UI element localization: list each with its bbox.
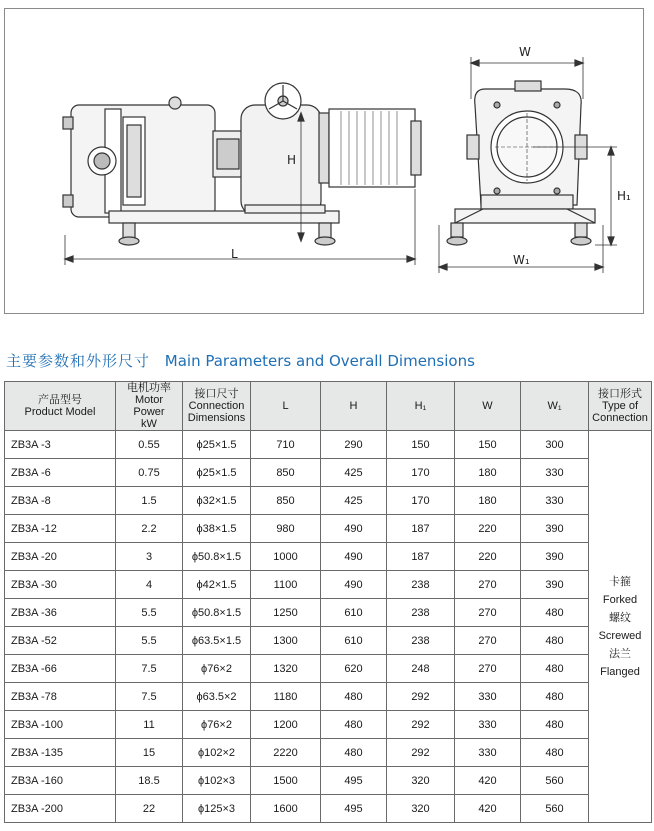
cell-conn: ϕ50.8×1.5: [183, 599, 251, 627]
cell-w: 270: [455, 627, 521, 655]
cell-l: 1500: [251, 767, 321, 795]
section-title-en: Main Parameters and Overall Dimensions: [164, 352, 475, 370]
table-row: [5, 795, 652, 823]
cell-w1: 390: [521, 571, 589, 599]
cell-conn: ϕ63.5×1.5: [183, 627, 251, 655]
cell-w: 220: [455, 543, 521, 571]
connection-type-label: 法兰: [609, 647, 631, 660]
table-row: [5, 431, 652, 459]
cell-w: 150: [455, 431, 521, 459]
side-view: [63, 83, 421, 265]
table-row: [5, 655, 652, 683]
technical-drawing: [4, 8, 644, 314]
connection-type-label: Flanged: [600, 665, 640, 678]
cell-power: 22: [116, 795, 183, 823]
table-row: [5, 739, 652, 767]
cell-w: 270: [455, 655, 521, 683]
cell-w1: 330: [521, 487, 589, 515]
header-power: 电机功率 Motor Power kW: [116, 382, 183, 431]
cell-power: 4: [116, 571, 183, 599]
cell-w1: 480: [521, 627, 589, 655]
cell-power: 0.55: [116, 431, 183, 459]
cell-model: ZB3A -3: [5, 431, 116, 459]
cell-power: 15: [116, 739, 183, 767]
table-row: [5, 767, 652, 795]
cell-conn: ϕ50.8×1.5: [183, 543, 251, 571]
cell-power: 1.5: [116, 487, 183, 515]
cell-h1: 320: [387, 767, 455, 795]
cell-w: 180: [455, 487, 521, 515]
cell-conn: ϕ76×2: [183, 711, 251, 739]
cell-conn: ϕ102×2: [183, 739, 251, 767]
section-title: [6, 350, 475, 372]
cell-h: 490: [321, 515, 387, 543]
cell-w1: 330: [521, 459, 589, 487]
cell-l: 1200: [251, 711, 321, 739]
header-l: L: [251, 382, 321, 431]
cell-w: 220: [455, 515, 521, 543]
header-connection: 接口尺寸 Connection Dimensions: [183, 382, 251, 431]
table-row: [5, 487, 652, 515]
cell-l: 2220: [251, 739, 321, 767]
cell-w1: 390: [521, 543, 589, 571]
cell-h: 425: [321, 459, 387, 487]
connection-type-label: Screwed: [598, 629, 642, 642]
cell-conn: ϕ63.5×2: [183, 683, 251, 711]
table-row: [5, 571, 652, 599]
cell-model: ZB3A -30: [5, 571, 116, 599]
cell-w1: 390: [521, 515, 589, 543]
cell-h1: 238: [387, 627, 455, 655]
cell-h1: 292: [387, 711, 455, 739]
cell-l: 1600: [251, 795, 321, 823]
cell-w: 270: [455, 571, 521, 599]
table-row: [5, 683, 652, 711]
cell-conn: ϕ25×1.5: [183, 431, 251, 459]
cell-h: 495: [321, 795, 387, 823]
cell-h: 620: [321, 655, 387, 683]
cell-h: 480: [321, 739, 387, 767]
section-title-cn: 主要参数和外形尺寸: [6, 352, 151, 370]
cell-conn: ϕ102×3: [183, 767, 251, 795]
connection-type-label: Forked: [602, 593, 638, 606]
cell-h1: 248: [387, 655, 455, 683]
cell-l: 1180: [251, 683, 321, 711]
cell-power: 3: [116, 543, 183, 571]
cell-h: 490: [321, 571, 387, 599]
cell-w: 270: [455, 599, 521, 627]
cell-w1: 480: [521, 711, 589, 739]
cell-model: ZB3A -66: [5, 655, 116, 683]
cell-h: 425: [321, 487, 387, 515]
cell-h: 610: [321, 599, 387, 627]
table-row: [5, 711, 652, 739]
cell-conn: ϕ76×2: [183, 655, 251, 683]
dimension-label-w: W: [519, 45, 531, 59]
table-row: [5, 599, 652, 627]
cell-h1: 187: [387, 543, 455, 571]
table-header-row: [5, 382, 652, 431]
cell-h1: 238: [387, 571, 455, 599]
cell-model: ZB3A -8: [5, 487, 116, 515]
cell-w: 330: [455, 739, 521, 767]
parameters-table: [4, 381, 652, 823]
header-h: H: [321, 382, 387, 431]
cell-l: 1250: [251, 599, 321, 627]
table-row: [5, 627, 652, 655]
cell-model: ZB3A -6: [5, 459, 116, 487]
cell-h1: 292: [387, 683, 455, 711]
cell-l: 1300: [251, 627, 321, 655]
cell-h1: 170: [387, 459, 455, 487]
header-type: 接口形式 Type of Connection: [589, 382, 652, 431]
dimension-label-l: L: [231, 247, 238, 261]
cell-power: 2.2: [116, 515, 183, 543]
cell-connection-type: [589, 431, 652, 823]
cell-h: 495: [321, 767, 387, 795]
cell-h1: 187: [387, 515, 455, 543]
cell-l: 1000: [251, 543, 321, 571]
cell-l: 980: [251, 515, 321, 543]
cell-w: 420: [455, 795, 521, 823]
cell-conn: ϕ25×1.5: [183, 459, 251, 487]
header-w: W: [455, 382, 521, 431]
header-model: 产品型号 Product Model: [5, 382, 116, 431]
cell-model: ZB3A -36: [5, 599, 116, 627]
cell-l: 1320: [251, 655, 321, 683]
cell-w: 330: [455, 711, 521, 739]
cell-l: 710: [251, 431, 321, 459]
cell-h: 610: [321, 627, 387, 655]
cell-h1: 150: [387, 431, 455, 459]
dimension-label-w1: W₁: [513, 253, 530, 267]
cell-conn: ϕ32×1.5: [183, 487, 251, 515]
cell-model: ZB3A -135: [5, 739, 116, 767]
table-row: [5, 515, 652, 543]
cell-model: ZB3A -78: [5, 683, 116, 711]
cell-w1: 560: [521, 767, 589, 795]
dimension-label-h1: H₁: [617, 189, 631, 203]
table-row: [5, 543, 652, 571]
cell-w1: 300: [521, 431, 589, 459]
cell-power: 18.5: [116, 767, 183, 795]
cell-h: 490: [321, 543, 387, 571]
table-body: [5, 431, 652, 823]
cell-model: ZB3A -20: [5, 543, 116, 571]
cell-conn: ϕ38×1.5: [183, 515, 251, 543]
cell-model: ZB3A -52: [5, 627, 116, 655]
cell-model: ZB3A -200: [5, 795, 116, 823]
cell-w: 180: [455, 459, 521, 487]
cell-h1: 292: [387, 739, 455, 767]
cell-h1: 320: [387, 795, 455, 823]
cell-h1: 170: [387, 487, 455, 515]
cell-model: ZB3A -100: [5, 711, 116, 739]
cell-power: 0.75: [116, 459, 183, 487]
cell-w: 420: [455, 767, 521, 795]
header-w1: W₁: [521, 382, 589, 431]
cell-conn: ϕ42×1.5: [183, 571, 251, 599]
connection-type-label: 卡箍: [609, 575, 631, 588]
cell-w1: 480: [521, 739, 589, 767]
cell-power: 11: [116, 711, 183, 739]
cell-power: 5.5: [116, 599, 183, 627]
header-h1: H₁: [387, 382, 455, 431]
connection-type-label: 螺纹: [609, 611, 631, 624]
cell-l: 850: [251, 459, 321, 487]
pump-drawing-svg: [5, 9, 645, 315]
end-view: [439, 57, 617, 273]
cell-h: 480: [321, 683, 387, 711]
cell-l: 850: [251, 487, 321, 515]
cell-w1: 560: [521, 795, 589, 823]
cell-w1: 480: [521, 683, 589, 711]
cell-power: 7.5: [116, 683, 183, 711]
cell-l: 1100: [251, 571, 321, 599]
cell-power: 7.5: [116, 655, 183, 683]
cell-w: 330: [455, 683, 521, 711]
cell-h: 290: [321, 431, 387, 459]
cell-h: 480: [321, 711, 387, 739]
cell-w1: 480: [521, 655, 589, 683]
cell-model: ZB3A -160: [5, 767, 116, 795]
cell-model: ZB3A -12: [5, 515, 116, 543]
cell-conn: ϕ125×3: [183, 795, 251, 823]
cell-h1: 238: [387, 599, 455, 627]
cell-w1: 480: [521, 599, 589, 627]
cell-power: 5.5: [116, 627, 183, 655]
table-row: [5, 459, 652, 487]
dimension-label-h: H: [287, 153, 297, 167]
